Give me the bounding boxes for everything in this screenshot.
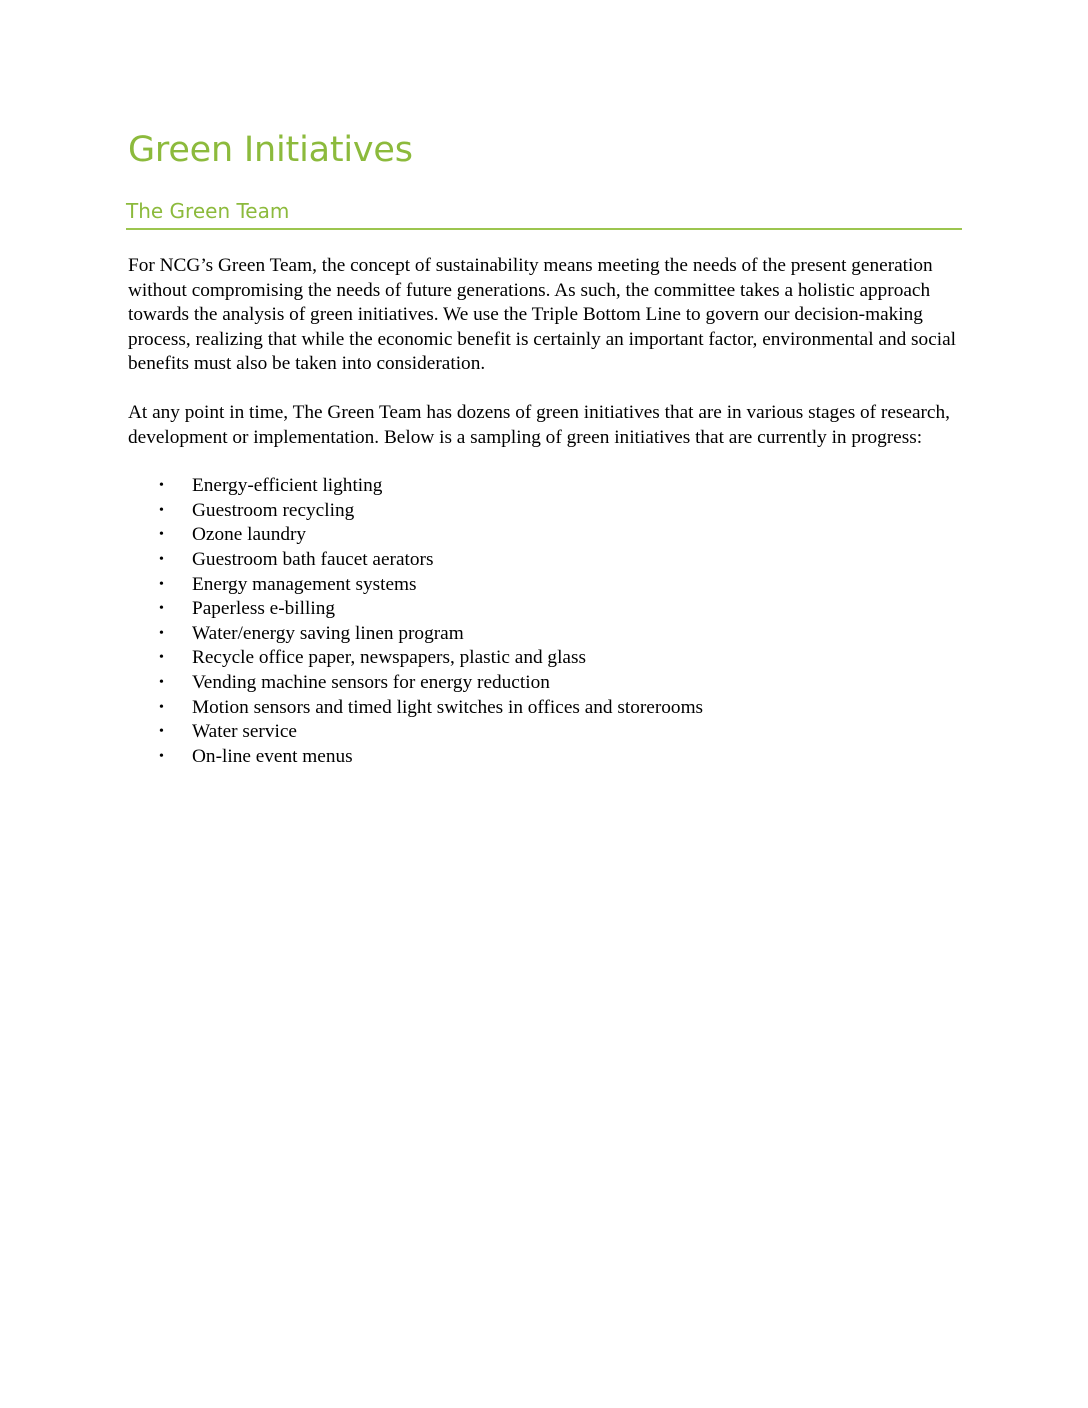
document-content — [128, 128, 964, 769]
list-item-text: Water/energy saving linen program — [192, 622, 464, 644]
bullet-icon: • — [159, 551, 164, 567]
bullet-icon: • — [159, 650, 164, 666]
list-item-text: Recycle office paper, newspapers, plastic and glass — [192, 647, 586, 669]
list-item-text: Guestroom bath faucet aerators — [192, 548, 434, 570]
bullet-icon: • — [159, 625, 164, 641]
list-item — [128, 622, 964, 647]
list-item-text: On-line event menus — [192, 745, 353, 767]
bullet-icon: • — [159, 601, 164, 617]
bullet-icon: • — [159, 699, 164, 715]
bullet-icon: • — [159, 502, 164, 518]
list-item — [128, 548, 964, 573]
list-item — [128, 499, 964, 524]
list-item-text: Motion sensors and timed light switches in offices and storerooms — [192, 696, 704, 718]
intro-paragraph: For NCG’s Green Team, the concept of sustainability means meeting the needs of the present generation without compromising the needs of future generations. As such, the committee takes a holistic approach towards the analysis of green initiatives. We use the Triple Bottom Line to govern our decision-making process, realizing that while the economic benefit is certainly an important factor, environmental and social benefits must also be taken into consideration. — [128, 255, 957, 375]
bullet-icon: • — [159, 674, 164, 690]
list-item — [128, 474, 964, 499]
list-item-text: Water service — [192, 721, 297, 743]
bullet-icon: • — [159, 527, 164, 543]
list-item — [128, 671, 964, 696]
list-item-text: Ozone laundry — [192, 524, 307, 546]
bullet-icon: • — [159, 724, 164, 740]
list-item — [128, 720, 964, 745]
list-item — [128, 523, 964, 548]
list-item — [128, 573, 964, 598]
list-item-text: Guestroom recycling — [192, 499, 355, 521]
initiatives-intro-paragraph: At any point in time, The Green Team has dozens of green initiatives that are in various stages of research, development or implementation. Below is a sampling of green initiatives that are currently in progress: — [128, 401, 950, 448]
bullet-icon: • — [159, 748, 164, 764]
list-item-text: Energy management systems — [192, 573, 417, 595]
bullet-icon: • — [159, 478, 164, 494]
list-item — [128, 745, 964, 770]
bullet-icon: • — [159, 576, 164, 592]
section-heading: The Green Team — [126, 198, 962, 230]
list-item-text: Paperless e-billing — [192, 598, 335, 620]
list-item — [128, 646, 964, 671]
list-item-text: Energy-efficient lighting — [192, 475, 383, 497]
list-item — [128, 597, 964, 622]
list-item-text: Vending machine sensors for energy reduction — [192, 671, 550, 693]
page-title: Green Initiatives — [128, 130, 413, 170]
list-item — [128, 696, 964, 721]
initiatives-list — [128, 474, 964, 769]
